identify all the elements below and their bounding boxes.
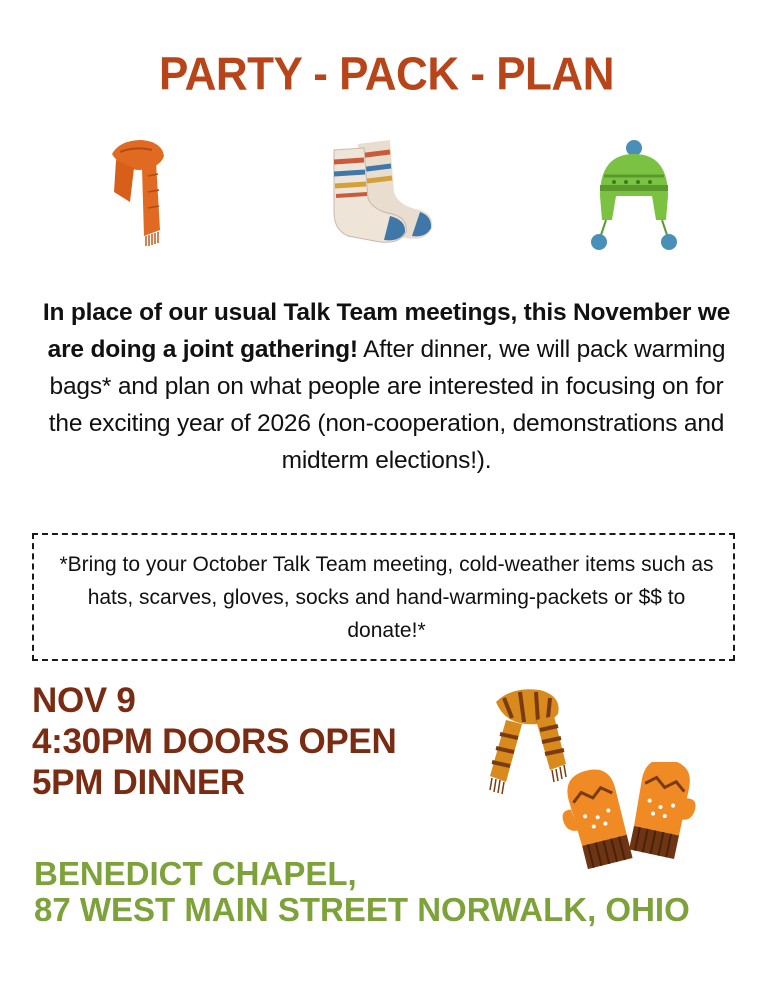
socks-icon	[328, 136, 450, 248]
event-doors-time: 4:30PM DOORS OPEN	[32, 722, 397, 761]
location-name: BENEDICT CHAPEL,	[34, 855, 357, 892]
page-title: PARTY - PACK - PLAN	[159, 48, 614, 101]
event-location	[34, 856, 690, 928]
event-date: NOV 9	[32, 681, 136, 720]
intro-bold-text: In place of our usual Talk Team meetings, this November we are doing a joint gathering!	[42, 299, 731, 363]
knit-hat-icon	[586, 138, 682, 256]
donation-note-text: *Bring to your October Talk Team meeting, cold-weather items such as hats, scarves, gloves, socks and hand-warming-packets or $$ to donate!*	[59, 553, 714, 642]
intro-paragraph	[40, 294, 733, 479]
scarf-icon	[100, 132, 180, 250]
event-dinner-time: 5PM DINNER	[32, 763, 245, 802]
location-address: 87 WEST MAIN STREET NORWALK, OHIO	[34, 891, 690, 928]
intro-body-text: After dinner, we will pack warming bags* and plan on what people are interested in focusing on for the exciting year of 2026 (non-cooperation, demonstrations and midterm elections!).	[48, 336, 726, 474]
event-details	[32, 680, 396, 803]
